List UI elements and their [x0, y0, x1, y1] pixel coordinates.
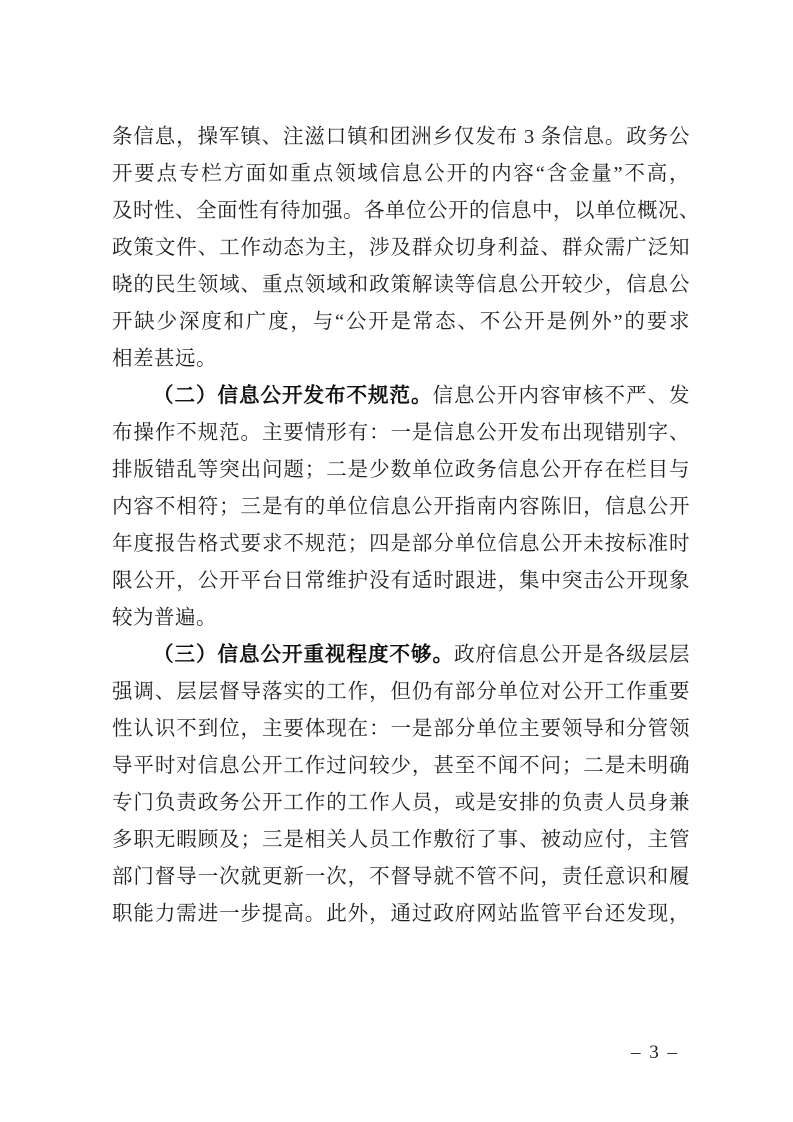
text-line: 政策文件、工作动态为主，涉及群众切身利益、群众需广泛知 — [112, 237, 690, 259]
text-line: 导平时对信息公开工作过问较少，甚至不闻不问；二是未明确 — [112, 755, 690, 777]
text-line: 排版错乱等突出问题；二是少数单位政务信息公开存在栏目与 — [112, 459, 690, 481]
text-line: 内容不相符；三是有的单位信息公开指南内容陈旧，信息公开 — [112, 496, 690, 518]
line-text: 政府信息公开是各级层层 — [454, 644, 690, 666]
text-line — [112, 637, 690, 674]
line-text: 信息公开内容审核不严、发 — [432, 385, 690, 407]
text-line: 晓的民生领域、重点领域和政策解读等信息公开较少，信息公 — [112, 274, 690, 296]
text-line: 布操作不规范。主要情形有：一是信息公开发布出现错别字、 — [112, 422, 690, 444]
paragraph-last-line: 相差甚远。 — [112, 348, 217, 370]
text-line: 性认识不到位，主要体现在：一是部分单位主要领导和分管领 — [112, 718, 690, 740]
paragraph-heading: （三）信息公开重视程度不够。 — [153, 644, 454, 666]
text-line: 部门督导一次就更新一次，不督导就不管不问，责任意识和履 — [112, 866, 690, 888]
paragraph-last-line: 较为普遍。 — [112, 607, 217, 629]
page-number: – 3 – — [631, 1042, 679, 1063]
text-line — [112, 378, 690, 415]
text-line: 强调、层层督导落实的工作，但仍有部分单位对公开工作重要 — [112, 681, 690, 703]
text-line: 开要点专栏方面如重点领域信息公开的内容“含金量”不高， — [112, 163, 690, 185]
text-line: 多职无暇顾及；三是相关人员工作敷衍了事、被动应付，主管 — [112, 829, 690, 851]
text-line: 条信息，操军镇、注滋口镇和团洲乡仅发布 3 条信息。政务公 — [112, 126, 690, 148]
document-body — [112, 119, 700, 933]
text-line: 年度报告格式要求不规范；四是部分单位信息公开未按标准时 — [112, 533, 690, 555]
text-line: 职能力需进一步提高。此外，通过政府网站监管平台还发现， — [112, 903, 690, 925]
paragraph-heading: （二）信息公开发布不规范。 — [153, 385, 433, 407]
text-line: 开缺少深度和广度，与“公开是常态、不公开是例外”的要求 — [112, 311, 690, 333]
text-line: 专门负责政务公开工作的工作人员，或是安排的负责人员身兼 — [112, 792, 690, 814]
text-line: 及时性、全面性有待加强。各单位公开的信息中，以单位概况、 — [112, 200, 700, 222]
text-line: 限公开，公开平台日常维护没有适时跟进，集中突击公开现象 — [112, 570, 690, 592]
